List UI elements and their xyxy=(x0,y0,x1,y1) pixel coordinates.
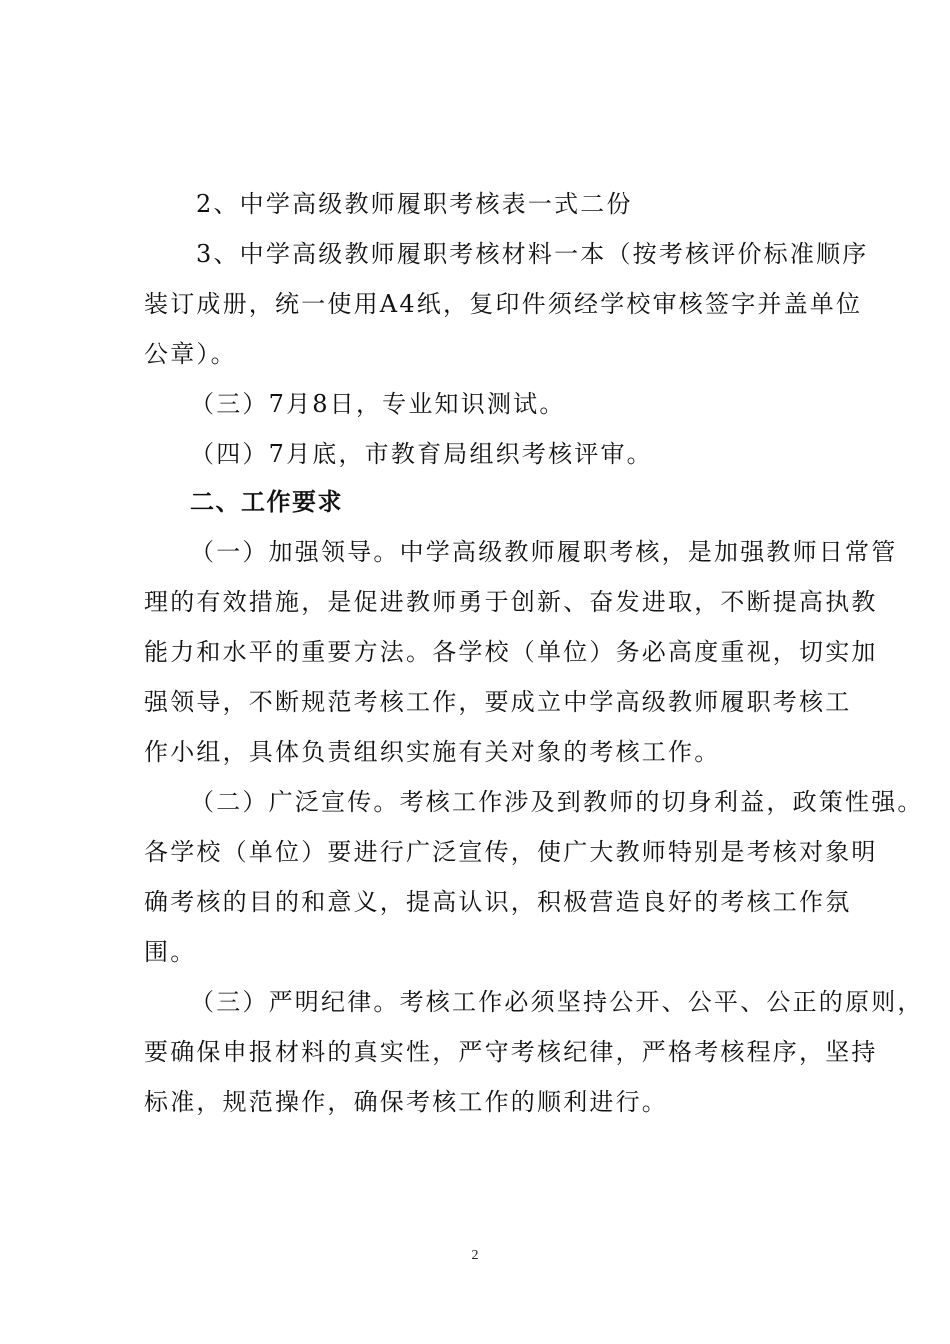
paragraph-line: 标准，规范操作，确保考核工作的顺利进行。 xyxy=(144,1088,668,1116)
list-item-materials: 3、中学高级教师履职考核材料一本（按考核评价标准顺序 xyxy=(196,240,869,268)
paragraph-line: 公章）。 xyxy=(144,340,237,368)
paragraph-line: 装订成册，统一使用A4纸，复印件须经学校审核签字并盖单位 xyxy=(144,290,863,318)
page-number: 2 xyxy=(471,1248,479,1263)
paragraph-line: 围。 xyxy=(144,938,197,966)
paragraph-line: 确考核的目的和意义，提高认识，积极营造良好的考核工作氛 xyxy=(144,888,852,916)
list-item-form: 2、中学高级教师履职考核表一式二份 xyxy=(196,190,633,218)
paragraph-leadership: （一）加强领导。中学高级教师履职考核，是加强教师日常管 xyxy=(190,538,898,566)
paragraph-line: 能力和水平的重要方法。各学校（单位）务必高度重视，切实加 xyxy=(144,638,878,666)
paragraph-publicity: （二）广泛宣传。考核工作涉及到教师的切身利益，政策性强。 xyxy=(190,788,924,816)
paragraph-line: 理的有效措施，是促进教师勇于创新、奋发进取，不断提高执教 xyxy=(144,588,878,616)
schedule-item-review: （四）7月底，市教育局组织考核评审。 xyxy=(190,440,653,468)
paragraph-line: 要确保申报材料的真实性，严守考核纪律，严格考核程序，坚持 xyxy=(144,1038,878,1066)
paragraph-line: 作小组，具体负责组织实施有关对象的考核工作。 xyxy=(144,738,721,766)
schedule-item-test: （三）7月8日，专业知识测试。 xyxy=(190,390,566,418)
paragraph-line: 各学校（单位）要进行广泛宣传，使广大教师特别是考核对象明 xyxy=(144,838,878,866)
section-heading: 二、工作要求 xyxy=(190,488,343,516)
paragraph-discipline: （三）严明纪律。考核工作必须坚持公开、公平、公正的原则， xyxy=(190,988,924,1016)
paragraph-line: 强领导，不断规范考核工作，要成立中学高级教师履职考核工 xyxy=(144,688,852,716)
